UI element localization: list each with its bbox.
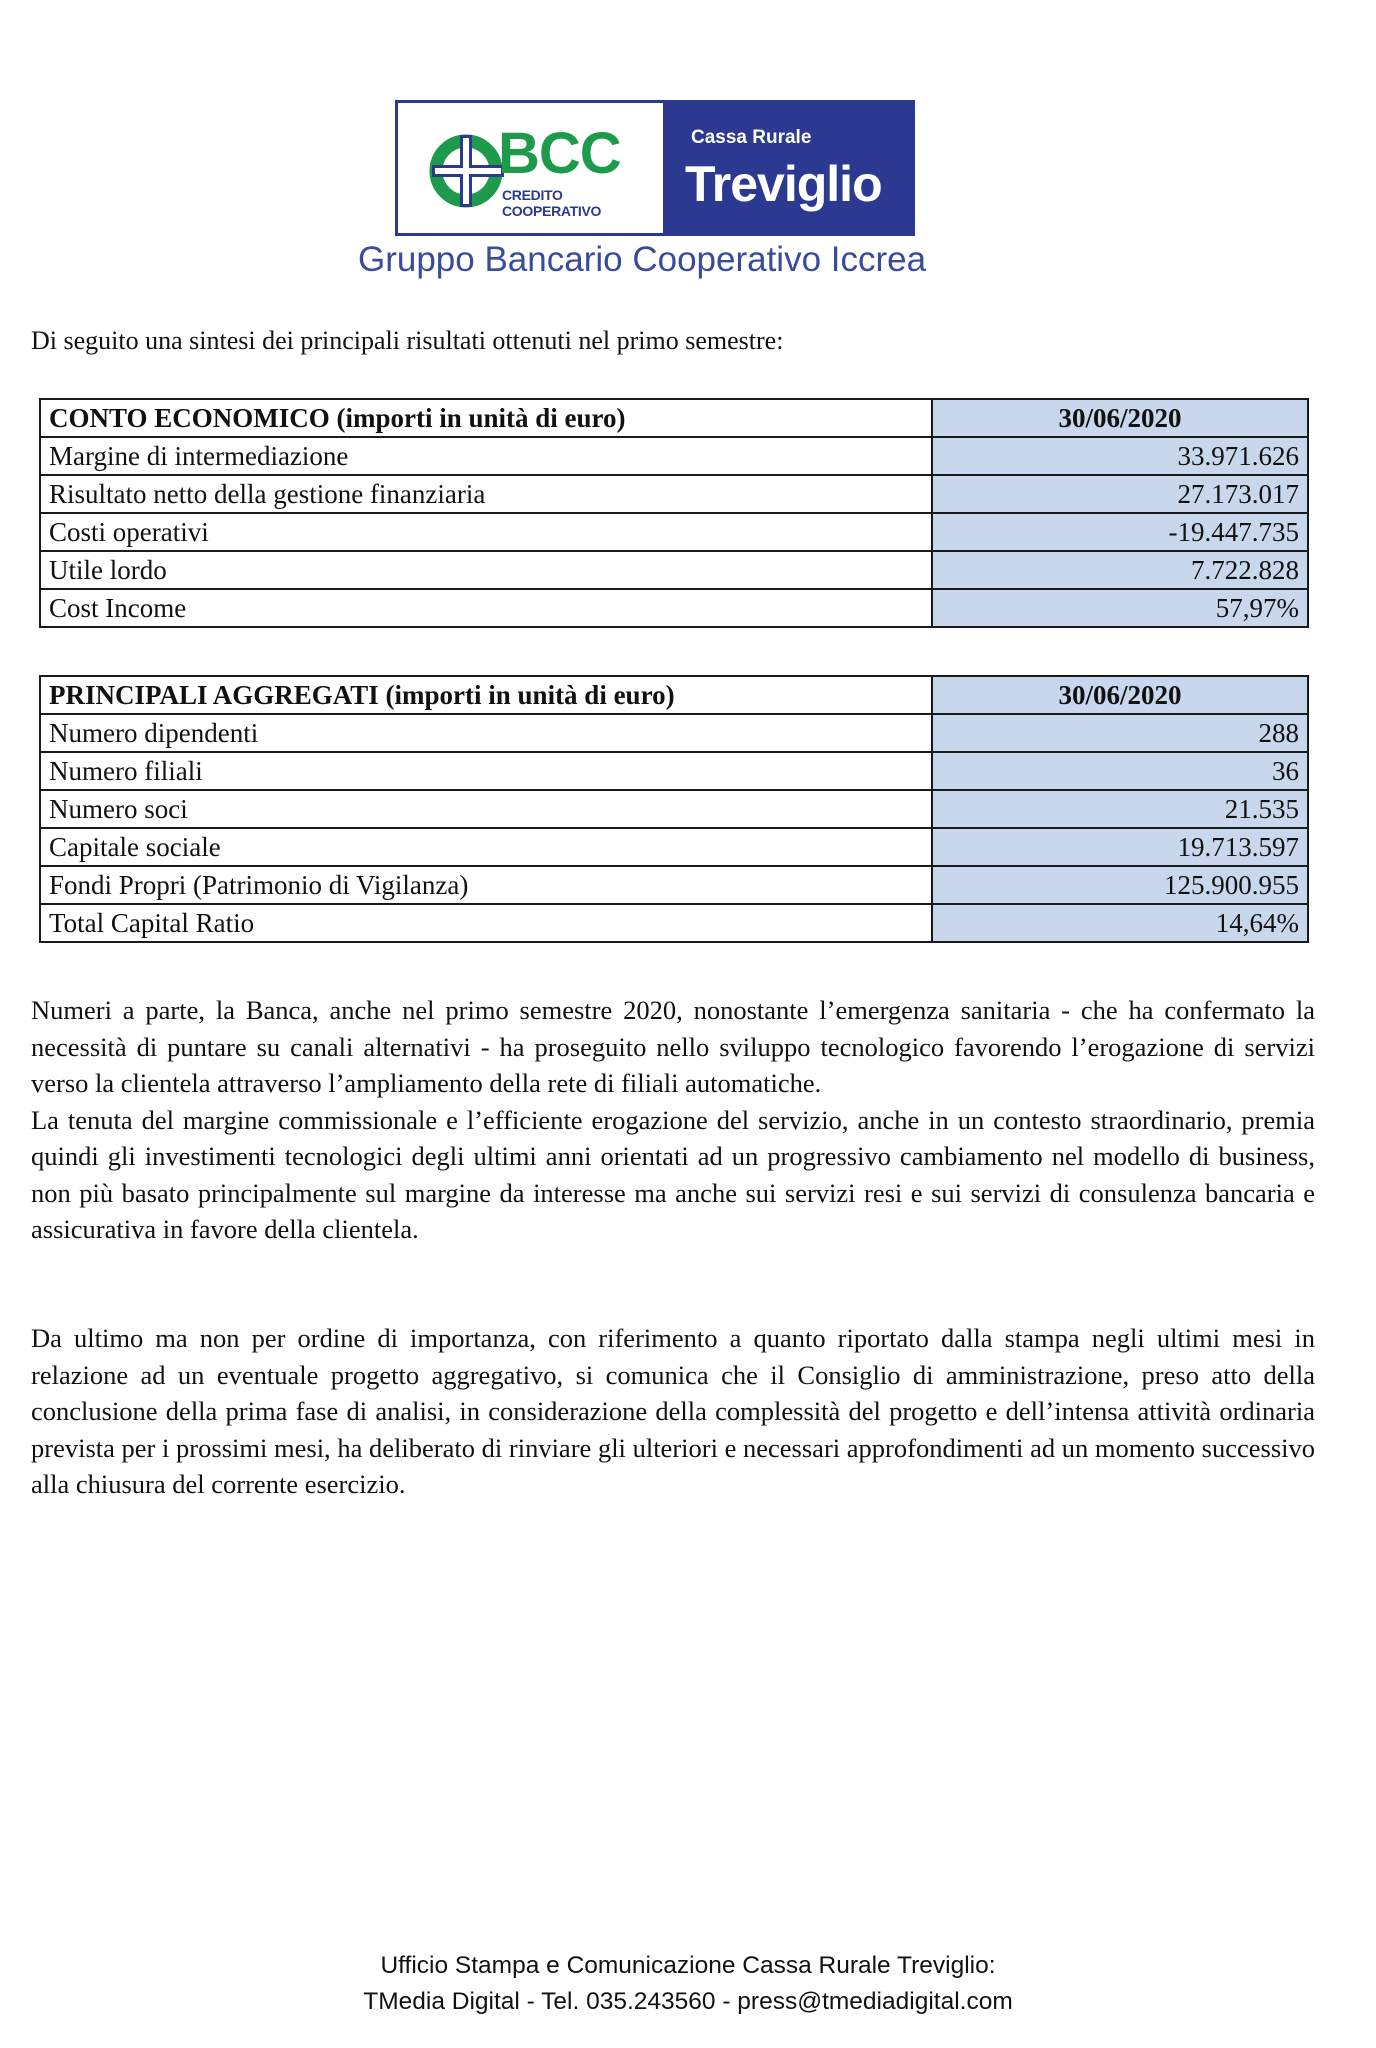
table-header-date: 30/06/2020 bbox=[932, 399, 1308, 437]
logo-group-name: Gruppo Bancario Cooperativo Iccrea bbox=[358, 240, 927, 279]
row-label: Numero filiali bbox=[40, 752, 932, 790]
table-row bbox=[40, 551, 1308, 589]
logo-brand: BCC bbox=[498, 121, 621, 186]
conto-economico-table bbox=[39, 398, 1309, 628]
row-label: Risultato netto della gestione finanziaria bbox=[40, 475, 932, 513]
table-row bbox=[40, 866, 1308, 904]
logo-box bbox=[395, 100, 915, 236]
row-value: 36 bbox=[932, 752, 1308, 790]
table-row bbox=[40, 752, 1308, 790]
row-value: 14,64% bbox=[932, 904, 1308, 942]
principali-aggregati-table bbox=[39, 675, 1309, 943]
row-label: Capitale sociale bbox=[40, 828, 932, 866]
logo-subtitle: CREDITO COOPERATIVO bbox=[502, 187, 602, 219]
row-value: 125.900.955 bbox=[932, 866, 1308, 904]
table-row bbox=[40, 513, 1308, 551]
row-label: Fondi Propri (Patrimonio di Vigilanza) bbox=[40, 866, 932, 904]
table-header-row bbox=[40, 399, 1308, 437]
logo-left-panel bbox=[398, 103, 663, 233]
row-label: Costi operativi bbox=[40, 513, 932, 551]
row-label: Total Capital Ratio bbox=[40, 904, 932, 942]
row-value: 288 bbox=[932, 714, 1308, 752]
row-value: 19.713.597 bbox=[932, 828, 1308, 866]
table-header-label: PRINCIPALI AGGREGATI (importi in unità di euro) bbox=[40, 676, 932, 714]
row-value: -19.447.735 bbox=[932, 513, 1308, 551]
table-row bbox=[40, 589, 1308, 627]
row-label: Utile lordo bbox=[40, 551, 932, 589]
footer-line-2: TMedia Digital - Tel. 035.243560 - press@tmediadigital.com bbox=[363, 1988, 1013, 2015]
body-block-1 bbox=[31, 992, 1315, 1248]
table-row bbox=[40, 904, 1308, 942]
row-label: Numero dipendenti bbox=[40, 714, 932, 752]
intro-text: Di seguito una sintesi dei principali risultati ottenuti nel primo semestre: bbox=[31, 326, 784, 355]
row-value: 27.173.017 bbox=[932, 475, 1308, 513]
logo-right-panel bbox=[663, 103, 912, 233]
row-value: 7.722.828 bbox=[932, 551, 1308, 589]
row-label: Numero soci bbox=[40, 790, 932, 828]
logo-town: Treviglio bbox=[685, 156, 882, 212]
table-row bbox=[40, 828, 1308, 866]
paragraph-3: Da ultimo ma non per ordine di importanza, con riferimento a quanto riportato dalla stampa negli ultimi mesi in relazione ad un eventuale progetto aggregativo, si comunica che il Consiglio di amministrazione, preso atto della conclusione della prima fase di analisi, in considerazione della complessità del progetto e dell’intensa attività ordinaria prevista per i prossimi mesi, ha deliberato di rinviare gli ulteriori e necessari approfondimenti ad un momento successivo alla chiusura del corrente esercizio. bbox=[31, 1323, 1315, 1499]
row-value: 21.535 bbox=[932, 790, 1308, 828]
paragraph-1: Numeri a parte, la Banca, anche nel primo semestre 2020, nonostante l’emergenza sanitaria - che ha confermato la necessità di puntare su canali alternativi - ha proseguito nello sviluppo tecnologico favorendo l’erogazione di servizi verso la clientela attraverso l’ampliamento della rete di filiali automatiche. bbox=[31, 995, 1315, 1098]
footer-line-1: Ufficio Stampa e Comunicazione Cassa Rurale Treviglio: bbox=[380, 1952, 996, 1979]
table-header-label: CONTO ECONOMICO (importi in unità di euro) bbox=[40, 399, 932, 437]
table-row bbox=[40, 714, 1308, 752]
logo-cassa: Cassa Rurale bbox=[691, 127, 812, 148]
paragraph-2: La tenuta del margine commissionale e l’efficiente erogazione del servizio, anche in un contesto straordinario, premia quindi gli investimenti tecnologici degli ultimi anni orientati ad un progressivo cambiamento nel modello di business, non più basato principalmente sul margine da interesse ma anche sui servizi resi e sui servizi di consulenza bancaria e assicurativa in favore della clientela. bbox=[31, 1104, 1315, 1244]
table-row bbox=[40, 790, 1308, 828]
row-value: 57,97% bbox=[932, 589, 1308, 627]
table-header-date: 30/06/2020 bbox=[932, 676, 1308, 714]
table-row bbox=[40, 437, 1308, 475]
row-value: 33.971.626 bbox=[932, 437, 1308, 475]
table-row bbox=[40, 475, 1308, 513]
row-label: Margine di intermediazione bbox=[40, 437, 932, 475]
logo bbox=[340, 58, 980, 288]
table-header-row bbox=[40, 676, 1308, 714]
body-block-2 bbox=[31, 1320, 1315, 1503]
row-label: Cost Income bbox=[40, 589, 932, 627]
